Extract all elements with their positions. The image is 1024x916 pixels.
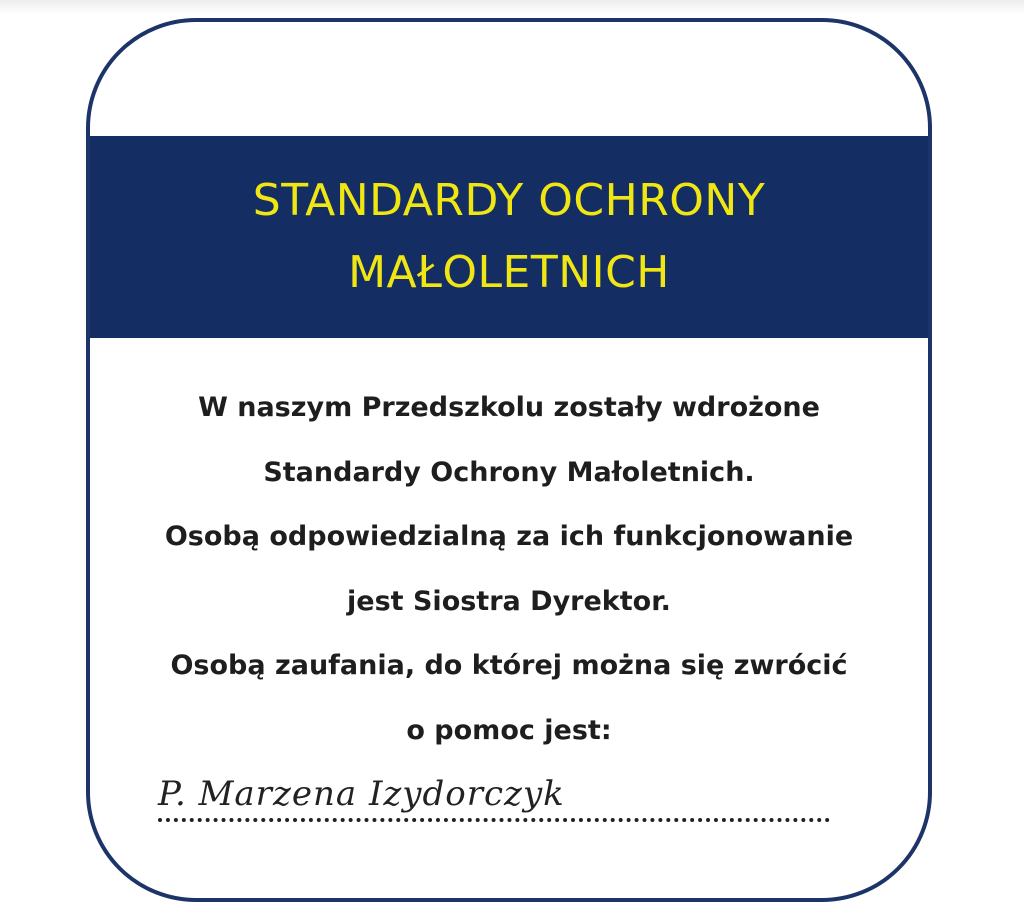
body-line-2: Standardy Ochrony Małoletnich.: [263, 456, 755, 488]
notice-body: [90, 376, 928, 763]
body-line-6: o pomoc jest:: [406, 714, 612, 746]
handwritten-signature: P. Marzena Izydorczyk: [158, 774, 565, 814]
signature-row: [158, 774, 858, 854]
body-line-3: Osobą odpowiedzialną za ich funkcjonowanie: [164, 521, 854, 552]
dotted-fill-line: [158, 818, 830, 822]
title-line-1: STANDARDY OCHRONY: [252, 175, 766, 226]
scan-top-shadow: [0, 0, 1024, 14]
body-line-1: W naszym Przedszkolu zostały wdrożone: [198, 392, 820, 423]
title-line-2: MAŁOLETNICH: [348, 247, 670, 298]
body-line-4: jest Siostra Dyrektor.: [347, 585, 671, 617]
notice-card: [86, 18, 932, 902]
body-line-5: Osobą zaufania, do której można się zwrócić: [170, 650, 848, 681]
title-banner: [90, 136, 928, 338]
